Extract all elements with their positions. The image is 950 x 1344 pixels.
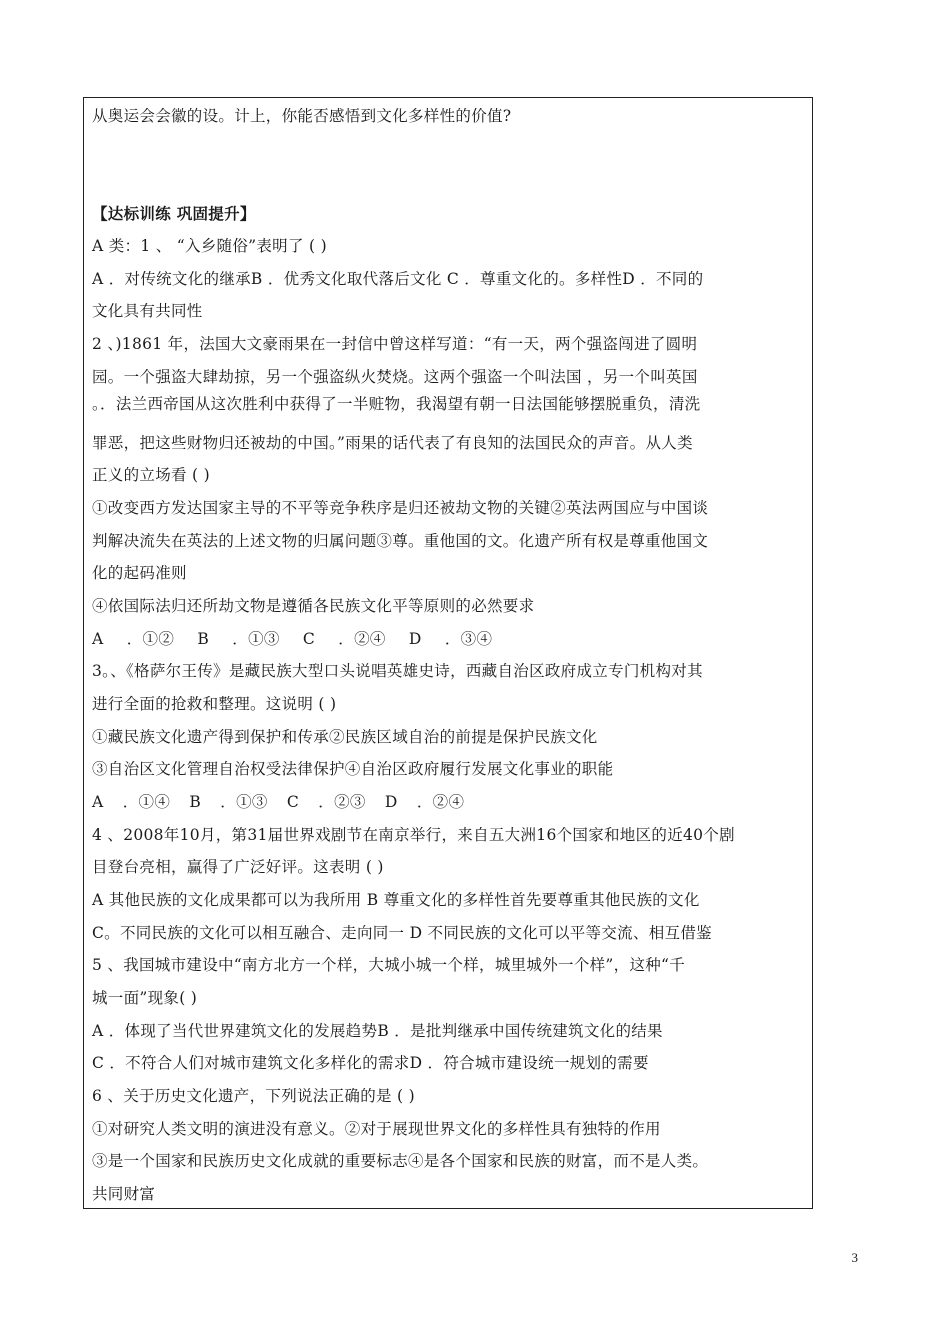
q6-stem: 6 、关于历史文化遗产，下列说法正确的是 ( ) [92, 1087, 415, 1105]
q2-line4: 罪恶，把这些财物归还被劫的中国。”雨果的话代表了有良知的法国民众的声音。从人类 [92, 434, 693, 452]
q4-option-ab: A 其他民族的文化成果都可以为我所用 B 尊重文化的多样性首先要尊重其他民族的文化 [92, 891, 700, 909]
q1-options-line1: A ．对传统文化的继承B ．优秀文化取代落后文化 C ．尊重文化的。多样性D ．不同的 [92, 270, 704, 288]
q4-line2: 目登台亮相，赢得了广泛好评。这表明 ( ) [92, 858, 384, 876]
q5-option-cd: C ．不符合人们对城市建筑文化多样化的需求D ．符合城市建设统一规划的需要 [92, 1054, 649, 1072]
q3-options: A ．①④ B ．①③ C ．②③ D ．②④ [92, 793, 465, 811]
q2-statement3: 化的起码准则 [92, 564, 187, 582]
q6-statement1: ①对研究人类文明的演进没有意义。②对于展现世界文化的多样性具有独特的作用 [92, 1120, 661, 1138]
q5-line2: 城一面”现象( ) [92, 989, 198, 1007]
intro-question: 从奥运会会徽的设。计上，你能否感悟到文化多样性的价值? [92, 107, 512, 125]
q2-statement4: ④依国际法归还所劫文物是遵循各民族文化平等原则的必然要求 [92, 597, 535, 615]
q2-line5: 正义的立场看 ( ) [92, 466, 210, 484]
q2-line1: 2 、)1861 年，法国大文豪雨果在一封信中曾这样写道：“有一天，两个强盗闯进了圆明 [92, 335, 698, 353]
q2-line2: 园。一个强盗大肆劫掠，另一个强盗纵火焚烧。这两个强盗一个叫法国 ，另一个叫英国 [92, 368, 698, 386]
q2-statement2: 判解决流失在英法的上述文物的归属问题③尊。重他国的文。化遗产所有权是尊重他国文 [92, 532, 709, 550]
section-title: 【达标训练 巩固提升】 [92, 204, 256, 223]
q2-options: A ．①② B ．①③ C ．②④ D ．③④ [92, 630, 493, 648]
q6-statement3: 共同财富 [92, 1185, 156, 1203]
q4-line1: 4 、2008年10月，第31届世界戏剧节在南京举行，来自五大洲16个国家和地区的近40个剧 [92, 826, 735, 844]
q2-line3: 。．法兰西帝国从这次胜利中获得了一半赃物，我渴望有朝一日法国能够摆脱重负，清洗 [92, 395, 701, 413]
q2-statement1: ①改变西方发达国家主导的不平等竞争秩序是归还被劫文物的关键②英法两国应与中国谈 [92, 499, 709, 517]
content-frame [83, 97, 813, 1209]
q3-line2: 进行全面的抢救和整理。这说明 ( ) [92, 695, 337, 713]
q4-option-cd: C。不同民族的文化可以相互融合、走向同一 D 不同民族的文化可以平等交流、相互借鉴 [92, 924, 712, 942]
q3-line1: 3。、《格萨尔王传》是藏民族大型口头说唱英雄史诗，西藏自治区政府成立专门机构对其 [92, 662, 703, 680]
q3-statement1: ①藏民族文化遗产得到保护和传承②民族区域自治的前提是保护民族文化 [92, 728, 598, 746]
q5-option-ab: A ．体现了当代世界建筑文化的发展趋势B ．是批判继承中国传统建筑文化的结果 [92, 1022, 663, 1040]
q5-line1: 5 、我国城市建设中“南方北方一个样，大城小城一个样，城里城外一个样”，这种“千 [92, 956, 686, 974]
q3-statement2: ③自治区文化管理自治权受法律保护④自治区政府履行发展文化事业的职能 [92, 760, 614, 778]
q1-options-line2: 文化具有共同性 [92, 302, 203, 320]
q6-statement2: ③是一个国家和民族历史文化成就的重要标志④是各个国家和民族的财富，而不是人类。 [92, 1152, 709, 1170]
q1-stem: A 类：1 、 “入乡随俗”表明了 ( ) [92, 237, 327, 255]
page-number: 3 [851, 1250, 858, 1265]
